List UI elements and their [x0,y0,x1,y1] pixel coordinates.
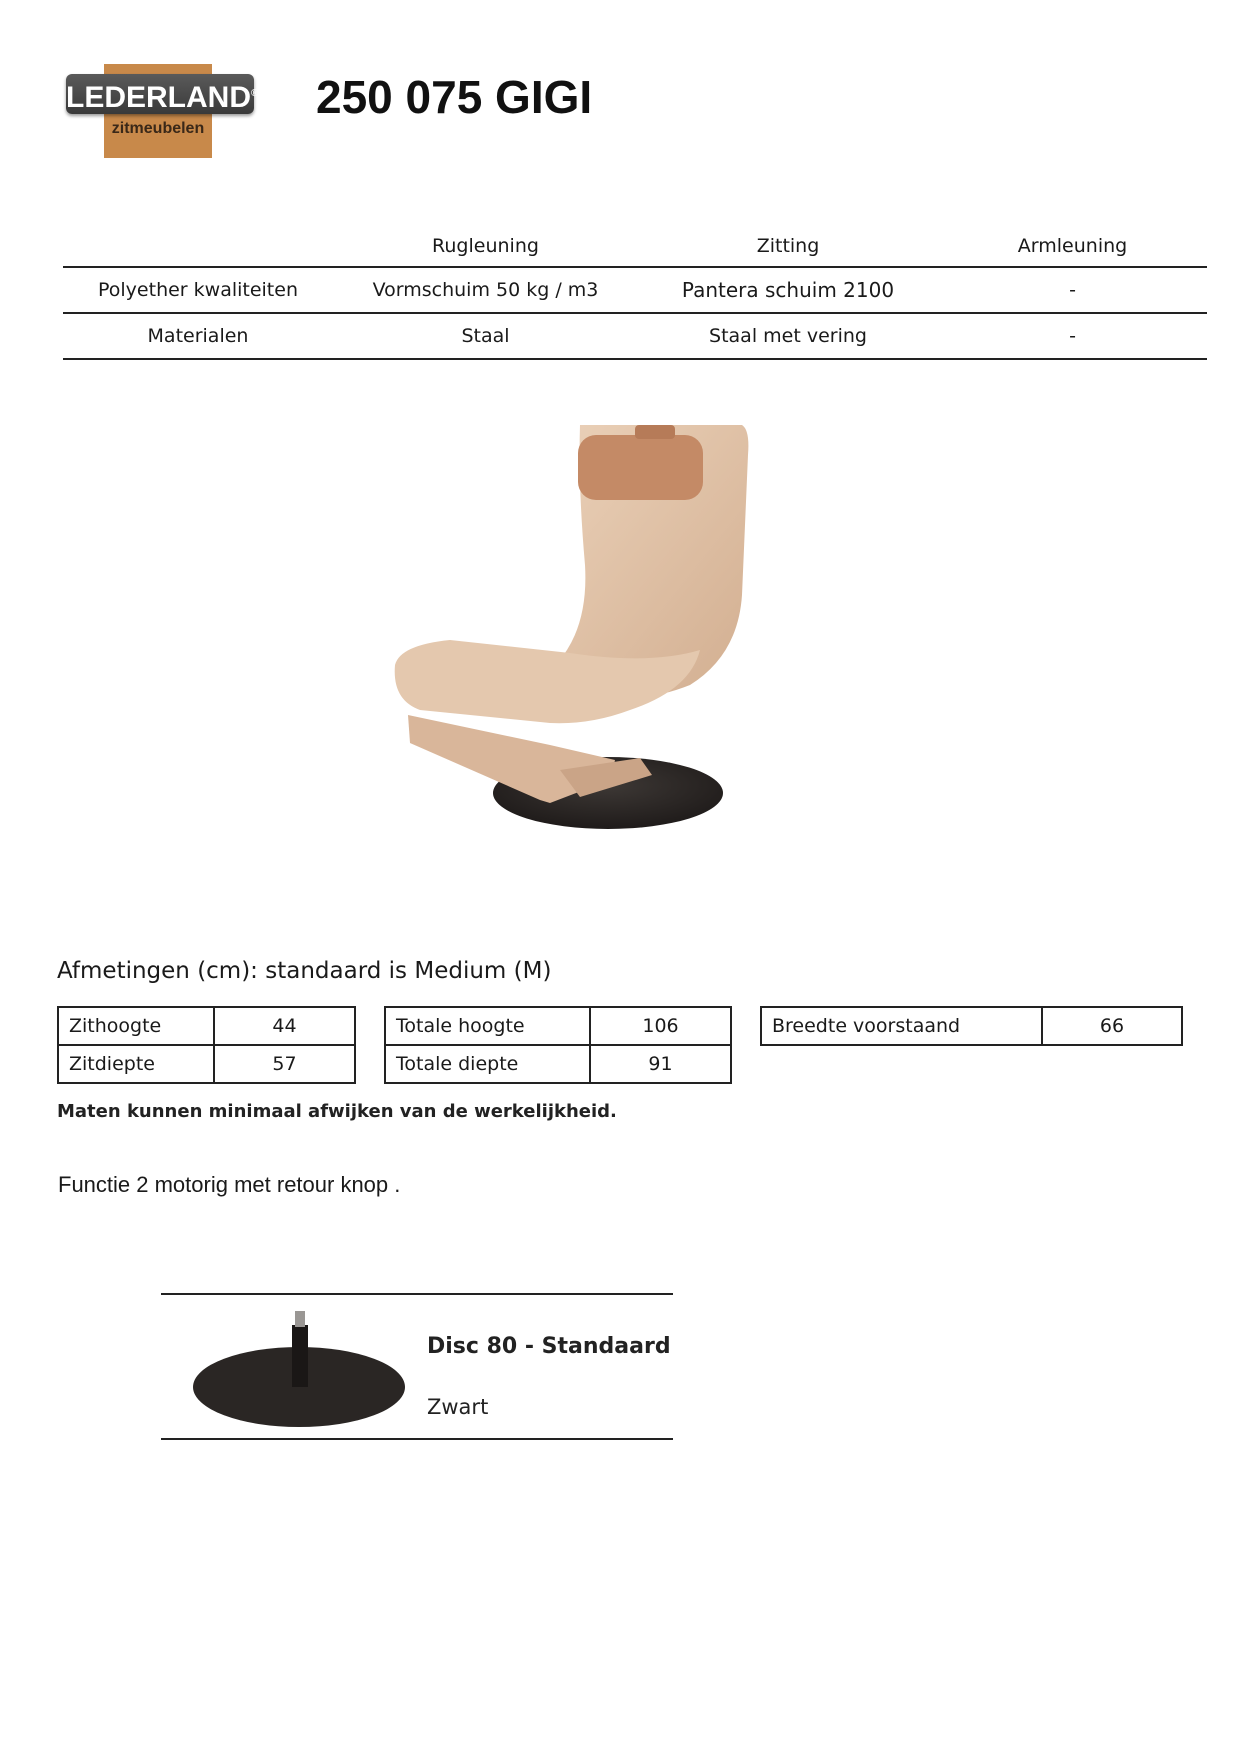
spec-header-row [63,226,1207,267]
dimension-value: 106 [590,1007,731,1045]
headrest-strap [635,425,675,439]
dimension-label: Totale diepte [385,1045,590,1083]
dimension-value: 44 [214,1007,355,1045]
headrest-pillow [578,435,703,500]
logo-nameplate [66,74,259,114]
base-name: Disc 80 - Standaard [427,1334,671,1359]
dimension-label: Totale hoogte [385,1007,590,1045]
base-color: Zwart [427,1395,489,1419]
dimensions-table-3 [760,1006,1183,1046]
logo-tagline: zitmeubelen [111,120,205,137]
spec-cell: Staal [333,313,638,359]
spec-cell: Staal met vering [638,313,938,359]
logo-text: LEDERLAND® [66,81,259,114]
disc-base-image [192,1305,412,1430]
spec-header-zitting: Zitting [638,226,938,267]
table-row [63,313,1207,359]
chair-image [390,425,750,845]
table-row [385,1045,731,1083]
dimensions-heading: Afmetingen (cm): standaard is Medium (M) [57,958,552,984]
table-row [761,1007,1182,1045]
spec-cell: Polyether kwaliteiten [63,267,333,313]
base-bottom-divider [161,1438,673,1440]
dimension-value: 66 [1042,1007,1182,1045]
dimension-label: Breedte voorstaand [761,1007,1042,1045]
table-row [63,267,1207,313]
spec-header-empty [63,226,333,267]
spec-table [63,226,1207,360]
dimensions-table-1 [57,1006,356,1084]
spec-cell: Materialen [63,313,333,359]
dimension-label: Zitdiepte [58,1045,214,1083]
spec-header-rugleuning: Rugleuning [333,226,638,267]
table-row [58,1045,355,1083]
spec-cell: Vormschuim 50 kg / m3 [333,267,638,313]
table-row [385,1007,731,1045]
dimension-value: 91 [590,1045,731,1083]
disc-pin [295,1311,305,1327]
table-row [58,1007,355,1045]
disc-stem [292,1325,308,1387]
brand-logo [62,64,258,158]
dimension-value: 57 [214,1045,355,1083]
spec-cell: - [938,313,1207,359]
dimensions-table-2 [384,1006,732,1084]
function-text: Functie 2 motorig met retour knop . [58,1172,401,1197]
product-title: 250 075 GIGI [316,71,593,123]
base-top-divider [161,1293,673,1295]
dimension-label: Zithoogte [58,1007,214,1045]
spec-cell: Pantera schuim 2100 [638,267,938,313]
spec-header-armleuning: Armleuning [938,226,1207,267]
dimensions-note: Maten kunnen minimaal afwijken van de werkelijkheid. [57,1101,617,1122]
spec-cell: - [938,267,1207,313]
